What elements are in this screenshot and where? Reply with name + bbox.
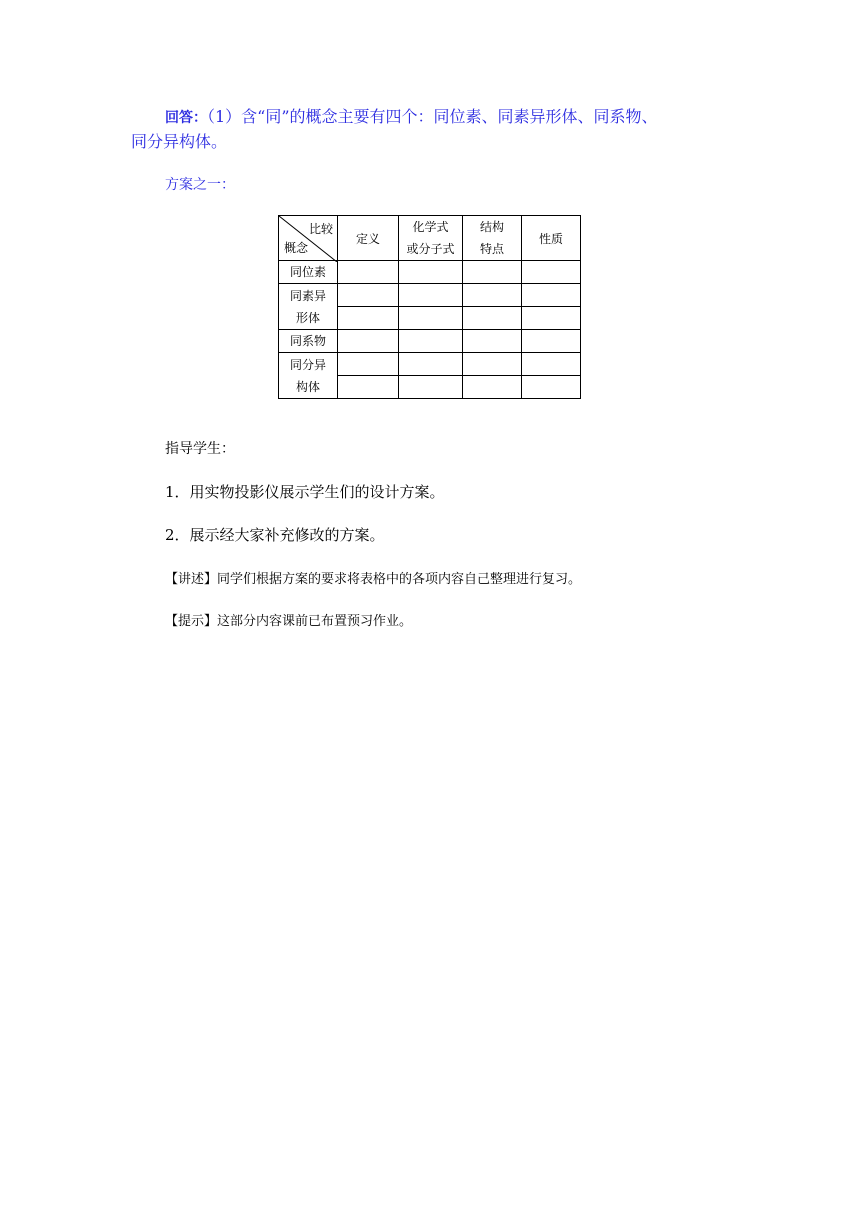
header-formula-line-2: 或分子式 — [406, 242, 455, 256]
table-cell — [463, 376, 522, 399]
table-cell — [463, 307, 522, 330]
header-definition: 定义 — [338, 216, 399, 261]
row-label-homolog: 同系物 — [279, 330, 338, 353]
answer-line-1 — [165, 104, 658, 127]
table-row — [279, 261, 581, 284]
table-cell — [522, 330, 581, 353]
list-item: 1．用实物投影仪展示学生们的设计方案。 — [165, 483, 445, 501]
header-formula — [399, 216, 463, 261]
header-structure — [463, 216, 522, 261]
header-structure-line-2: 特点 — [479, 242, 504, 256]
row-label-isotope: 同位素 — [279, 261, 338, 284]
row-label-isomer — [279, 353, 338, 399]
table-cell — [522, 376, 581, 399]
row-label-isomer-line-1: 同分异 — [289, 357, 326, 372]
lecture-note: 【讲述】同学们根据方案的要求将表格中的各项内容自己整理进行复习。 — [165, 572, 582, 587]
header-formula-line-1: 化学式 — [412, 220, 449, 234]
row-label-allotrope — [279, 284, 338, 330]
corner-bottom-label: 概念 — [284, 241, 309, 255]
comparison-table — [278, 215, 581, 399]
table-cell — [399, 284, 463, 307]
row-label-allotrope-line-1: 同素异 — [289, 288, 326, 303]
header-structure-line-1: 结构 — [479, 220, 504, 234]
table-cell — [399, 330, 463, 353]
hint-note: 【提示】这部分内容课前已布置预习作业。 — [165, 614, 413, 629]
row-label-allotrope-line-2: 形体 — [295, 310, 320, 325]
corner-top-label: 比较 — [308, 222, 333, 236]
list-item: 2．展示经大家补充修改的方案。 — [165, 526, 385, 544]
header-properties: 性质 — [522, 216, 581, 261]
table-cell — [399, 261, 463, 284]
table-cell — [338, 353, 399, 376]
table-cell — [338, 284, 399, 307]
table-cell — [522, 261, 581, 284]
table-cell — [522, 353, 581, 376]
table-cell — [338, 307, 399, 330]
table-cell — [338, 261, 399, 284]
table-cell — [522, 307, 581, 330]
table-cell — [338, 330, 399, 353]
table-cell — [338, 376, 399, 399]
plan-title: 方案之一： — [165, 177, 235, 193]
answer-label: 回答： — [165, 110, 207, 126]
table-cell — [399, 376, 463, 399]
answer-text-1: （1）含“同”的概念主要有四个：同位素、同素异形体、同系物、 — [207, 107, 658, 126]
table-corner-cell — [279, 216, 338, 261]
table-row — [279, 353, 581, 376]
table-row — [279, 284, 581, 307]
table-cell — [463, 330, 522, 353]
table-cell — [522, 284, 581, 307]
table-row — [279, 330, 581, 353]
table-cell — [399, 307, 463, 330]
table-cell — [399, 353, 463, 376]
table-cell — [463, 261, 522, 284]
guide-title: 指导学生： — [165, 441, 235, 457]
table-cell — [463, 284, 522, 307]
table-cell — [463, 353, 522, 376]
row-label-isomer-line-2: 构体 — [295, 379, 320, 394]
answer-line-2: 同分异构体。 — [131, 132, 228, 151]
